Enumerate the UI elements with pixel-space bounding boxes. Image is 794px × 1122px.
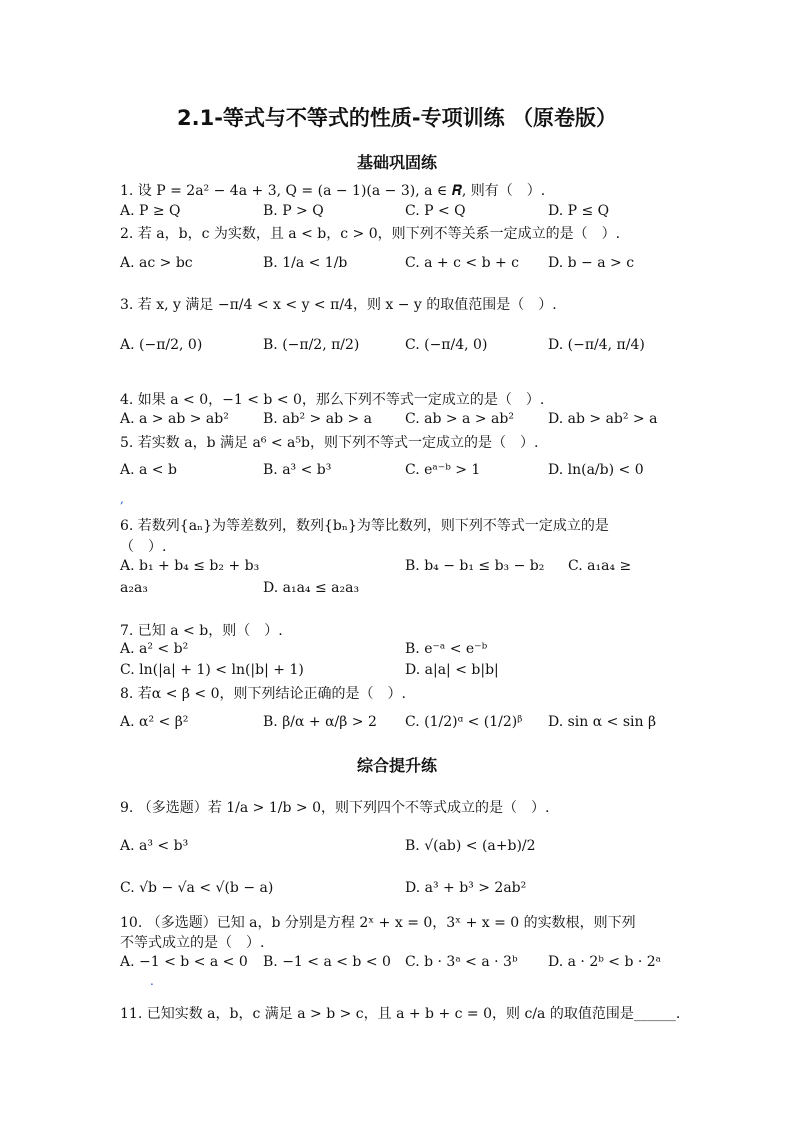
question-3-option-d: D. (−π/4, π/4): [548, 337, 645, 353]
question-8-stem: 8. 若α < β < 0，则下列结论正确的是（ ）.: [120, 686, 406, 702]
question-8-option-b: B. β/α + α/β > 2: [263, 714, 377, 730]
question-6-option-c: C. a₁a₄ ≥: [568, 558, 632, 574]
question-9-option-a: A. a³ < b³: [120, 838, 189, 854]
question-5-option-a: A. a < b: [120, 462, 177, 478]
question-1-stem: 1. 设 P = 2a² − 4a + 3, Q = (a − 1)(a − 3), a ∈ 𝑹, 则有（ ）.: [120, 183, 546, 199]
page-title: 2.1-等式与不等式的性质-专项训练 （原卷版）: [177, 106, 617, 130]
question-6-option-b: B. b₄ − b₁ ≤ b₃ − b₂: [405, 558, 545, 574]
question-2-option-a: A. ac > bc: [120, 255, 193, 271]
section-heading-advanced: 综合提升练: [356, 756, 437, 775]
stray-mark: ,: [120, 492, 124, 506]
question-7-stem: 7. 已知 a < b，则（ ）.: [120, 623, 283, 639]
question-4-option-b: B. ab² > ab > a: [263, 411, 373, 427]
stray-mark-2: .: [150, 974, 154, 988]
question-10-option-c: C. b · 3ᵃ < a · 3ᵇ: [405, 954, 518, 970]
question-10-option-d: D. a · 2ᵇ < b · 2ᵃ: [548, 954, 662, 970]
question-6-stem-continued: （ ）.: [120, 539, 167, 555]
question-4-option-d: D. ab > ab² > a: [548, 411, 658, 427]
question-3-option-c: C. (−π/4, 0): [405, 337, 488, 353]
question-4-option-c: C. ab > a > ab²: [405, 411, 514, 427]
question-5-option-c: C. eᵃ⁻ᵇ > 1: [405, 462, 481, 478]
question-1-option-c: C. P < Q: [405, 203, 466, 219]
question-3-option-b: B. (−π/2, π/2): [263, 337, 360, 353]
question-1-option-b: B. P > Q: [263, 203, 324, 219]
question-3-stem: 3. 若 x, y 满足 −π/4 < x < y < π/4，则 x − y 的取值范围是（ ）.: [120, 297, 557, 313]
question-10-option-b: B. −1 < a < b < 0: [263, 954, 391, 970]
question-2-option-b: B. 1/a < 1/b: [263, 255, 348, 271]
question-8-option-c: C. (1/2)ᵅ < (1/2)ᵝ: [405, 714, 523, 730]
question-9-option-c: C. √b − √a < √(b − a): [120, 880, 274, 896]
question-7-option-d: D. a|a| < b|b|: [405, 662, 499, 678]
question-10-stem-continued: 不等式成立的是（ ）.: [120, 935, 265, 951]
question-4-stem: 4. 如果 a < 0，−1 < b < 0，那么下列不等式一定成立的是（ ）.: [120, 392, 545, 408]
question-7-option-a: A. a² < b²: [120, 641, 189, 657]
question-8-option-a: A. α² < β²: [120, 714, 189, 730]
question-5-option-b: B. a³ < b³: [263, 462, 332, 478]
question-6-stem: 6. 若数列{aₙ}为等差数列，数列{bₙ}为等比数列，则下列不等式一定成立的是: [120, 518, 609, 534]
question-6-option-a: A. b₁ + b₄ ≤ b₂ + b₃: [120, 558, 260, 574]
question-8-option-d: D. sin α < sin β: [548, 714, 657, 730]
question-9-option-b: B. √(ab) < (a+b)/2: [405, 838, 536, 854]
question-3-option-a: A. (−π/2, 0): [120, 337, 203, 353]
question-11-stem: 11. 已知实数 a，b，c 满足 a > b > c，且 a + b + c = 0，则 c/a 的取值范围是______.: [120, 1006, 681, 1022]
question-1-option-a: A. P ≥ Q: [120, 203, 181, 219]
question-5-option-d: D. ln(a/b) < 0: [548, 462, 644, 478]
question-2-stem: 2. 若 a，b，c 为实数，且 a < b，c > 0，则下列不等关系一定成立的是（ ）.: [120, 226, 621, 242]
question-7-option-c: C. ln(|a| + 1) < ln(|b| + 1): [120, 662, 304, 678]
question-7-option-b: B. e⁻ᵃ < e⁻ᵇ: [405, 641, 488, 657]
question-9-stem: 9. （多选题）若 1/a > 1/b > 0，则下列四个不等式成立的是（ ）.: [120, 800, 550, 816]
question-6-option-d: D. a₁a₄ ≤ a₂a₃: [263, 580, 360, 596]
question-5-stem: 5. 若实数 a，b 满足 a⁶ < a⁵b，则下列不等式一定成立的是（ ）.: [120, 435, 539, 451]
question-2-option-c: C. a + c < b + c: [405, 255, 519, 271]
question-4-option-a: A. a > ab > ab²: [120, 411, 229, 427]
section-heading-basic: 基础巩固练: [356, 153, 437, 172]
question-9-option-d: D. a³ + b³ > 2ab²: [405, 880, 527, 896]
question-2-option-d: D. b − a > c: [548, 255, 635, 271]
question-10-option-a: A. −1 < b < a < 0: [120, 954, 248, 970]
question-6-option-c-continued: a₂a₃: [120, 580, 148, 596]
question-1-option-d: D. P ≤ Q: [548, 203, 610, 219]
question-10-stem: 10. （多选题）已知 a，b 分别是方程 2ˣ + x = 0，3ˣ + x = 0 的实数根，则下列: [120, 915, 636, 931]
